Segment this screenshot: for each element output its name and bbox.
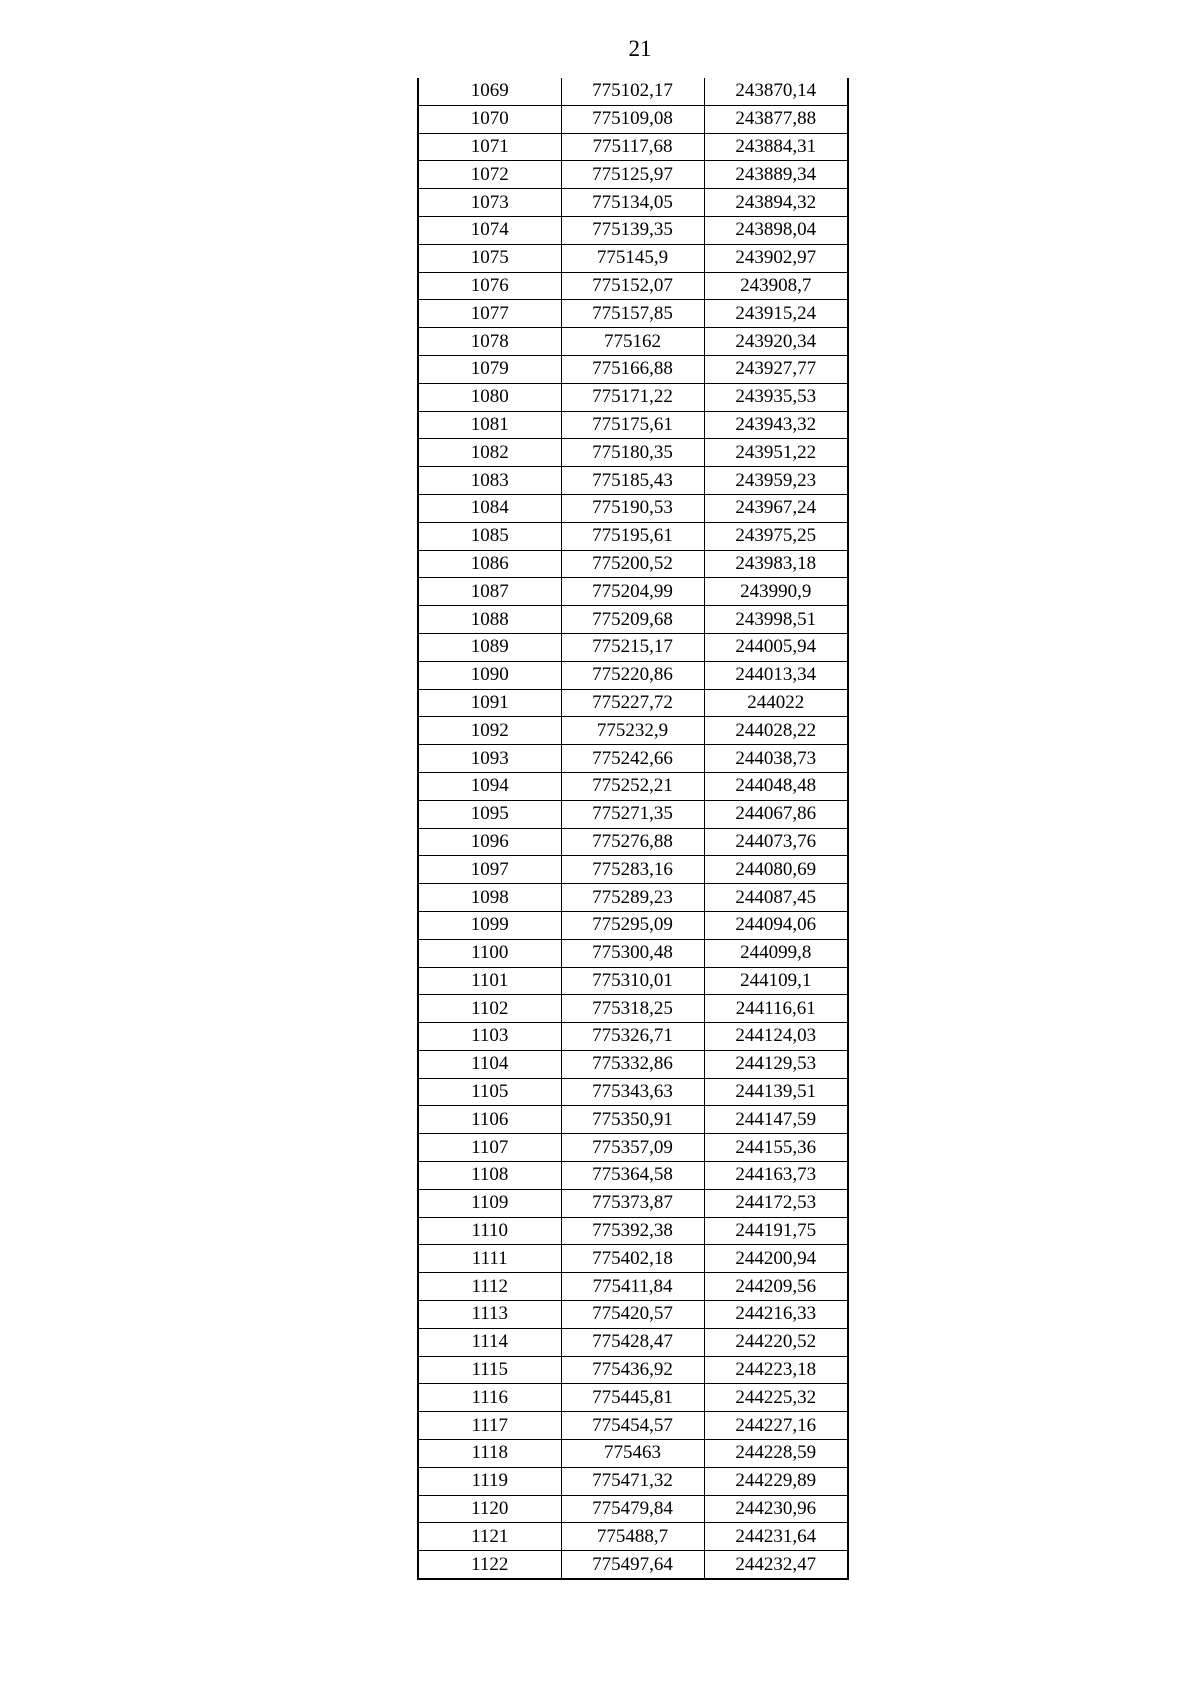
point-number-cell: 1115 [418,1356,561,1384]
point-number-cell: 1081 [418,411,561,439]
y-coordinate-cell: 244229,89 [704,1467,848,1495]
point-number-cell: 1102 [418,995,561,1023]
x-coordinate-cell: 775227,72 [561,689,704,717]
point-number-cell: 1112 [418,1273,561,1301]
table-row [418,439,848,467]
x-coordinate-cell: 775171,22 [561,383,704,411]
y-coordinate-cell: 244124,03 [704,1023,848,1051]
x-coordinate-cell: 775350,91 [561,1106,704,1134]
coordinates-table-body [418,78,848,1579]
point-number-cell: 1116 [418,1384,561,1412]
table-row [418,578,848,606]
table-row [418,661,848,689]
point-number-cell: 1095 [418,800,561,828]
point-number-cell: 1093 [418,745,561,773]
table-row [418,300,848,328]
table-row [418,967,848,995]
point-number-cell: 1101 [418,967,561,995]
point-number-cell: 1114 [418,1328,561,1356]
table-row [418,1440,848,1468]
point-number-cell: 1079 [418,355,561,383]
table-row [418,1412,848,1440]
table-row [418,745,848,773]
y-coordinate-cell: 244228,59 [704,1440,848,1468]
point-number-cell: 1113 [418,1301,561,1329]
point-number-cell: 1104 [418,1050,561,1078]
y-coordinate-cell: 244013,34 [704,661,848,689]
y-coordinate-cell: 244163,73 [704,1162,848,1190]
x-coordinate-cell: 775190,53 [561,494,704,522]
table-row [418,244,848,272]
y-coordinate-cell: 244022 [704,689,848,717]
y-coordinate-cell: 244220,52 [704,1328,848,1356]
x-coordinate-cell: 775300,48 [561,939,704,967]
point-number-cell: 1094 [418,772,561,800]
table-row [418,383,848,411]
table-row [418,522,848,550]
x-coordinate-cell: 775420,57 [561,1301,704,1329]
x-coordinate-cell: 775232,9 [561,717,704,745]
y-coordinate-cell: 244087,45 [704,884,848,912]
y-coordinate-cell: 244005,94 [704,633,848,661]
y-coordinate-cell: 243889,34 [704,161,848,189]
x-coordinate-cell: 775204,99 [561,578,704,606]
y-coordinate-cell: 244232,47 [735,1553,817,1575]
point-number-cell: 1099 [418,911,561,939]
point-number-cell: 1103 [418,1023,561,1051]
x-coordinate-cell: 775209,68 [561,606,704,634]
table-row [418,1551,848,1579]
y-coordinate-cell: 243983,18 [704,550,848,578]
point-number-cell: 1071 [418,133,561,161]
point-number-cell: 1105 [418,1078,561,1106]
y-coordinate-cell: 244155,36 [704,1134,848,1162]
y-coordinate-cell: 243894,32 [704,189,848,217]
point-number-cell: 1077 [418,300,561,328]
table-row [418,1328,848,1356]
table-row [418,78,848,105]
x-coordinate-cell: 775139,35 [561,216,704,244]
y-coordinate-cell: 243915,24 [704,300,848,328]
x-coordinate-cell: 775200,52 [561,550,704,578]
table-row [418,1050,848,1078]
point-number-cell: 1084 [418,494,561,522]
x-coordinate-cell: 775145,9 [561,244,704,272]
table-row [418,1023,848,1051]
y-coordinate-cell: 244209,56 [704,1273,848,1301]
table-row [418,328,848,356]
x-coordinate-cell: 775471,32 [561,1467,704,1495]
x-coordinate-cell: 775175,61 [561,411,704,439]
x-coordinate-cell: 775125,97 [561,161,704,189]
y-coordinate-cell: 244139,51 [704,1078,848,1106]
point-number-cell: 1086 [418,550,561,578]
table-row [418,1162,848,1190]
point-number-cell: 1121 [418,1523,561,1551]
x-coordinate-cell: 775117,68 [561,133,704,161]
y-coordinate-cell: 243902,97 [704,244,848,272]
x-coordinate-cell: 775162 [561,328,704,356]
x-coordinate-cell: 775102,17 [561,78,704,105]
x-coordinate-cell: 775411,84 [561,1273,704,1301]
table-row [418,1495,848,1523]
table-row [418,1356,848,1384]
point-number-cell: 1092 [418,717,561,745]
point-number-cell: 1111 [418,1245,561,1273]
table-row [418,1106,848,1134]
table-row [418,1189,848,1217]
y-coordinate-cell: 244028,22 [704,717,848,745]
x-coordinate-cell: 775152,07 [561,272,704,300]
table-row [418,772,848,800]
table-row [418,1523,848,1551]
y-coordinate-cell: 243884,31 [704,133,848,161]
table-row [418,1467,848,1495]
x-coordinate-cell: 775436,92 [561,1356,704,1384]
x-coordinate-cell: 775310,01 [561,967,704,995]
page-number: 21 [628,36,652,61]
y-coordinate-cell: 243998,51 [704,606,848,634]
x-coordinate-cell: 775364,58 [561,1162,704,1190]
point-number-cell: 1074 [418,216,561,244]
table-row [418,856,848,884]
table-row [418,189,848,217]
point-number-cell: 1089 [418,633,561,661]
table-row [418,133,848,161]
table-row [418,467,848,495]
point-number-cell: 1069 [418,78,561,105]
table-row [418,633,848,661]
x-coordinate-cell: 775195,61 [561,522,704,550]
x-coordinate-cell: 775463 [561,1440,704,1468]
x-coordinate-cell: 775295,09 [561,911,704,939]
point-number-cell: 1122 [418,1551,561,1579]
table-row [418,1134,848,1162]
point-number-cell: 1118 [418,1440,561,1468]
y-coordinate-cell: 243959,23 [704,467,848,495]
x-coordinate-cell: 775271,35 [561,800,704,828]
table-row [418,161,848,189]
x-coordinate-cell: 775276,88 [561,828,704,856]
table-row [418,939,848,967]
x-coordinate-cell: 775283,16 [561,856,704,884]
point-number-cell: 1070 [418,105,561,133]
x-coordinate-cell: 775318,25 [561,995,704,1023]
table-row [418,105,848,133]
x-coordinate-cell: 775357,09 [561,1134,704,1162]
point-number-cell: 1109 [418,1189,561,1217]
x-coordinate-cell: 775326,71 [561,1023,704,1051]
table-row [418,1384,848,1412]
point-number-cell: 1090 [418,661,561,689]
y-coordinate-cell: 244129,53 [704,1050,848,1078]
point-number-cell: 1100 [418,939,561,967]
y-coordinate-cell: 244094,06 [704,911,848,939]
point-number-cell: 1110 [418,1217,561,1245]
x-coordinate-cell: 775428,47 [561,1328,704,1356]
x-coordinate-cell: 775252,21 [561,772,704,800]
point-number-cell: 1080 [418,383,561,411]
point-number-cell: 1073 [418,189,561,217]
x-coordinate-cell: 775185,43 [561,467,704,495]
table-row [418,800,848,828]
y-coordinate-cell: 244038,73 [704,745,848,773]
point-number-cell: 1096 [418,828,561,856]
x-coordinate-cell: 775332,86 [561,1050,704,1078]
y-coordinate-cell: 243920,34 [704,328,848,356]
x-coordinate-cell: 775215,17 [561,633,704,661]
y-coordinate-cell: 244225,32 [704,1384,848,1412]
y-coordinate-cell: 244172,53 [704,1189,848,1217]
point-number-cell: 1082 [418,439,561,467]
y-coordinate-cell: 244099,8 [704,939,848,967]
y-coordinate-cell: 244200,94 [704,1245,848,1273]
table-row [418,1273,848,1301]
point-number-cell: 1075 [418,244,561,272]
x-coordinate-cell: 775242,66 [561,745,704,773]
y-coordinate-cell: 244073,76 [704,828,848,856]
point-number-cell: 1085 [418,522,561,550]
y-coordinate-cell: 244116,61 [704,995,848,1023]
table-row [418,1217,848,1245]
table-row [418,995,848,1023]
x-coordinate-cell: 775157,85 [561,300,704,328]
table-row [418,884,848,912]
y-coordinate-cell: 244147,59 [704,1106,848,1134]
y-coordinate-cell: 243898,04 [704,216,848,244]
y-coordinate-cell: 244231,64 [704,1523,848,1551]
x-coordinate-cell: 775166,88 [561,355,704,383]
x-coordinate-cell: 775497,64 [561,1551,704,1579]
point-number-cell: 1097 [418,856,561,884]
y-coordinate-cell: 243975,25 [704,522,848,550]
y-coordinate-cell: 243908,7 [704,272,848,300]
x-coordinate-cell: 775479,84 [561,1495,704,1523]
table-row [418,1301,848,1329]
x-coordinate-cell: 775180,35 [561,439,704,467]
x-coordinate-cell: 775445,81 [561,1384,704,1412]
table-row [418,606,848,634]
y-coordinate-cell: 243870,14 [704,78,848,105]
point-number-cell: 1120 [418,1495,561,1523]
y-coordinate-cell: 244227,16 [704,1412,848,1440]
x-coordinate-cell: 775343,63 [561,1078,704,1106]
y-coordinate-cell: 244230,96 [704,1495,848,1523]
point-number-cell: 1119 [418,1467,561,1495]
x-coordinate-cell: 775392,38 [561,1217,704,1245]
y-coordinate-cell: 244216,33 [704,1301,848,1329]
point-number-cell: 1083 [418,467,561,495]
y-coordinate-cell: 244048,48 [704,772,848,800]
y-coordinate-cell: 244191,75 [704,1217,848,1245]
table-row [418,411,848,439]
point-number-cell: 1076 [418,272,561,300]
y-coordinate-cell: 243943,32 [704,411,848,439]
x-coordinate-cell: 775454,57 [561,1412,704,1440]
x-coordinate-cell: 775289,23 [561,884,704,912]
point-number-cell: 1107 [418,1134,561,1162]
point-number-cell: 1108 [418,1162,561,1190]
y-coordinate-cell: 244223,18 [704,1356,848,1384]
table-row [418,272,848,300]
point-number-cell: 1117 [418,1412,561,1440]
y-coordinate-cell: 243967,24 [704,494,848,522]
table-row [418,1245,848,1273]
table-row [418,216,848,244]
table-row [418,717,848,745]
y-coordinate-cell: 243990,9 [704,578,848,606]
y-coordinate-cell: 243935,53 [704,383,848,411]
point-number-cell: 1091 [418,689,561,717]
x-coordinate-cell: 775220,86 [561,661,704,689]
table-row [418,494,848,522]
y-coordinate-cell: 243877,88 [704,105,848,133]
point-number-cell: 1072 [418,161,561,189]
coordinates-table [417,78,849,1580]
point-number-cell: 1098 [418,884,561,912]
table-row [418,355,848,383]
y-coordinate-cell: 243927,77 [704,355,848,383]
y-coordinate-cell: 244109,1 [704,967,848,995]
x-coordinate-cell: 775402,18 [561,1245,704,1273]
table-row [418,828,848,856]
point-number-cell: 1106 [418,1106,561,1134]
table-row [418,550,848,578]
point-number-cell: 1078 [418,328,561,356]
x-coordinate-cell: 775134,05 [561,189,704,217]
y-coordinate-cell: 244080,69 [704,856,848,884]
table-row [418,1078,848,1106]
x-coordinate-cell: 775109,08 [561,105,704,133]
point-number-cell: 1088 [418,606,561,634]
x-coordinate-cell: 775488,7 [561,1523,704,1551]
table-row [418,689,848,717]
table-row [418,911,848,939]
y-coordinate-cell: 243951,22 [704,439,848,467]
point-number-cell: 1087 [418,578,561,606]
y-coordinate-cell: 244067,86 [704,800,848,828]
x-coordinate-cell: 775373,87 [561,1189,704,1217]
